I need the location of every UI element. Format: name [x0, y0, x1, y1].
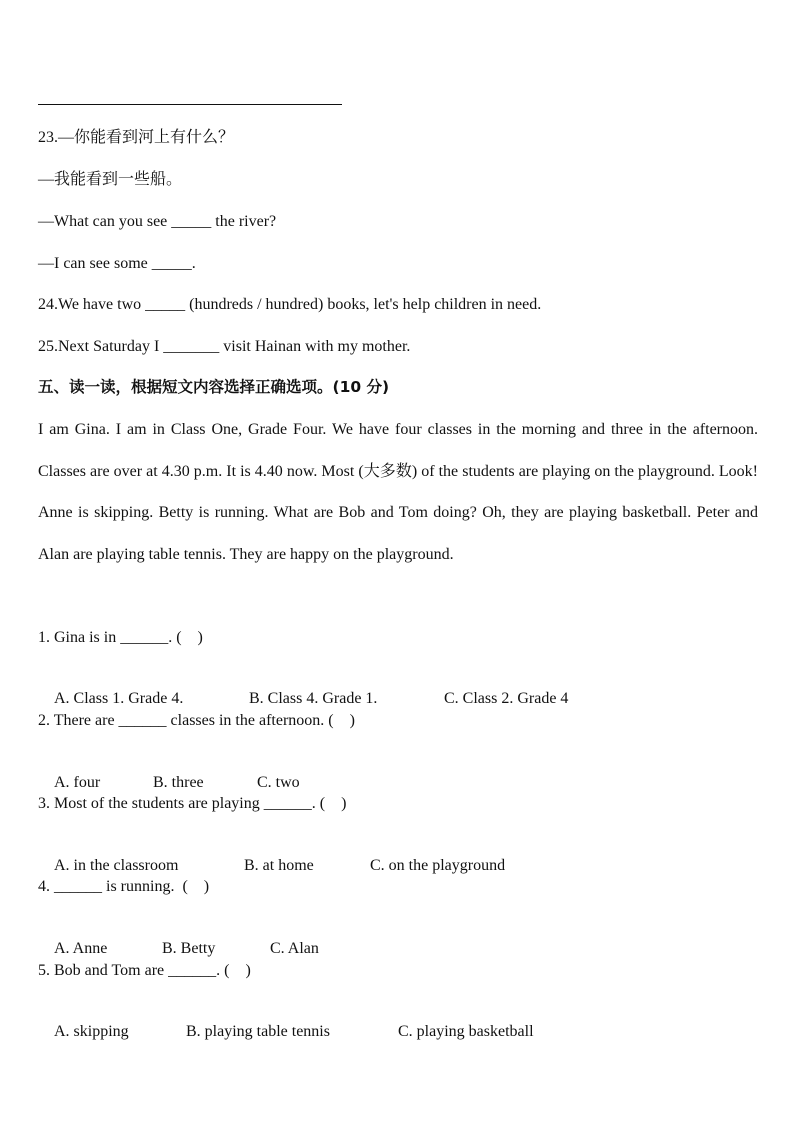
option-c: C. two [257, 774, 300, 791]
option-a: A. Class 1. Grade 4. [54, 690, 184, 707]
question-2: 2. There are ______ classes in the afternoon. ( ) [38, 712, 355, 729]
option-a: A. in the classroom [54, 857, 179, 874]
question-5-options [38, 1002, 534, 1062]
q24-sentence: 24.We have two _____ (hundreds / hundred) books, let's help children in need. [38, 296, 542, 313]
question-4: 4. ______ is running. ( ) [38, 878, 210, 895]
q23-english-question: —What can you see _____ the river? [38, 213, 277, 230]
question-3: 3. Most of the students are playing ______. ( ) [38, 795, 347, 812]
q25-sentence: 25.Next Saturday I _______ visit Hainan with my mother. [38, 338, 411, 355]
section-heading: 五、读一读，根据短文内容选择正确选项。(10 分) [38, 378, 390, 396]
option-a: A. skipping [54, 1023, 129, 1040]
question-5: 5. Bob and Tom are ______. ( ) [38, 962, 251, 979]
question-1: 1. Gina is in ______. ( ) [38, 629, 203, 646]
q23-chinese-answer: —我能看到一些船。 [38, 171, 183, 188]
answer-line [38, 104, 342, 105]
option-b: B. at home [244, 857, 314, 874]
option-b: B. three [153, 774, 204, 791]
option-c: C. playing basketball [398, 1023, 534, 1040]
option-c: C. on the playground [370, 857, 506, 874]
option-c: C. Alan [270, 940, 319, 957]
option-b: B. Betty [162, 940, 216, 957]
option-a: A. Anne [54, 940, 108, 957]
option-b: B. playing table tennis [186, 1023, 330, 1040]
q23-english-answer: —I can see some _____. [38, 255, 196, 272]
option-b: B. Class 4. Grade 1. [249, 690, 378, 707]
option-a: A. four [54, 774, 101, 791]
option-c: C. Class 2. Grade 4 [444, 690, 569, 707]
reading-passage: I am Gina. I am in Class One, Grade Four. We have four classes in the morning and three in the afternoon. Classes are over at 4.30 p.m. It is 4.40 now. Most (大多数) of the students are playing on the playground. Look! Anne is skipping. Betty is running. What are Bob and Tom doing? Oh, they are playing basketball. Peter and Alan are playing table tennis. They are happy on the playground. [38, 421, 758, 563]
q23-chinese-question: 23.—你能看到河上有什么？ [38, 129, 235, 146]
